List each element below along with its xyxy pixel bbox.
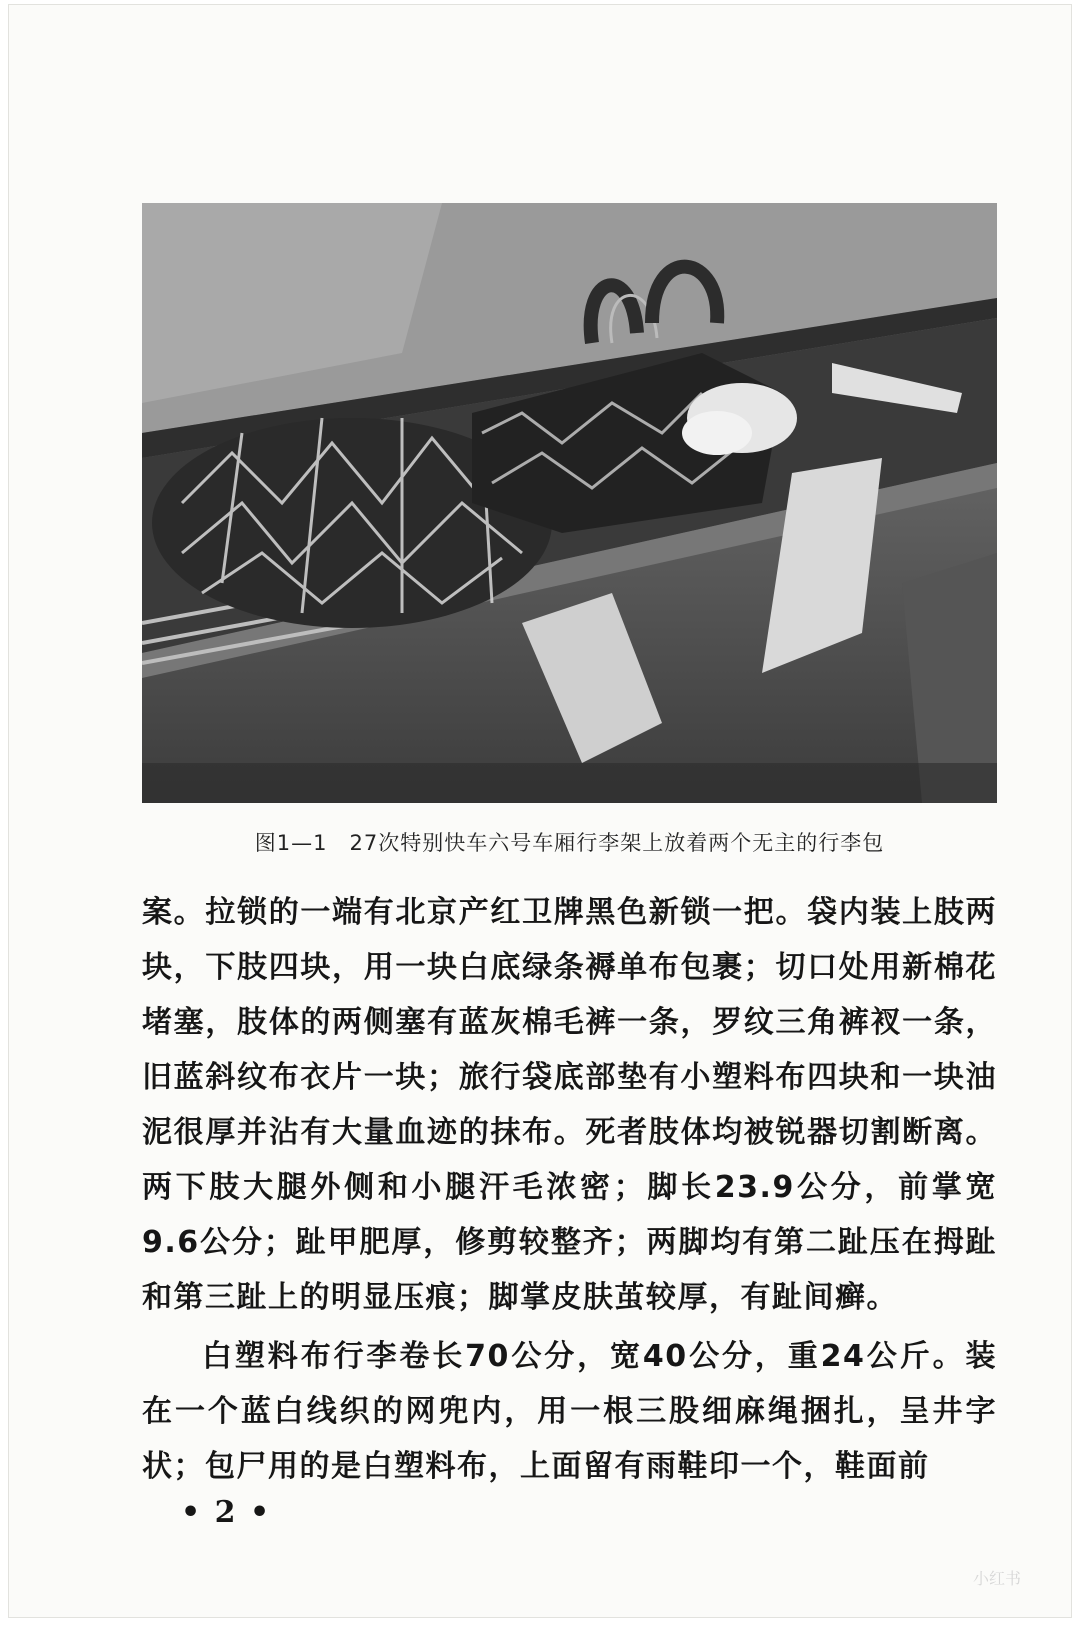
luggage-rack-photo <box>142 203 997 803</box>
body-text <box>142 885 997 1498</box>
figure-photo <box>142 203 997 803</box>
paragraph-2: 白塑料布行李卷长70公分，宽40公分，重24公斤。装在一个蓝白线织的网兜内，用一根三股细麻绳捆扎，呈井字状；包尸用的是白塑料布，上面留有雨鞋印一个，鞋面前 <box>142 1339 997 1484</box>
book-page <box>8 4 1072 1618</box>
figure-caption: 图1—1 27次特别快车六号车厢行李架上放着两个无主的行李包 <box>254 831 885 855</box>
page-number: • 2 • <box>181 1495 272 1530</box>
paragraph-1: 案。拉锁的一端有北京产红卫牌黑色新锁一把。袋内装上肢两块，下肢四块，用一块白底绿条褥单布包裹；切口处用新棉花堵塞，肢体的两侧塞有蓝灰棉毛裤一条，罗纹三角裤衩一条，旧蓝斜纹布衣片一块；旅行袋底部垫有小塑料布四块和一块油泥很厚并沾有大量血迹的抹布。死者肢体均被锐器切割断离。两下肢大腿外侧和小腿汗毛浓密；脚长23.9公分，前掌宽9.6公分；趾甲肥厚，修剪较整齐；两脚均有第二趾压在拇趾和第三趾上的明显压痕；脚掌皮肤茧较厚，有趾间癣。 <box>142 895 997 1315</box>
watermark: 小红书 <box>972 1569 1021 1588</box>
